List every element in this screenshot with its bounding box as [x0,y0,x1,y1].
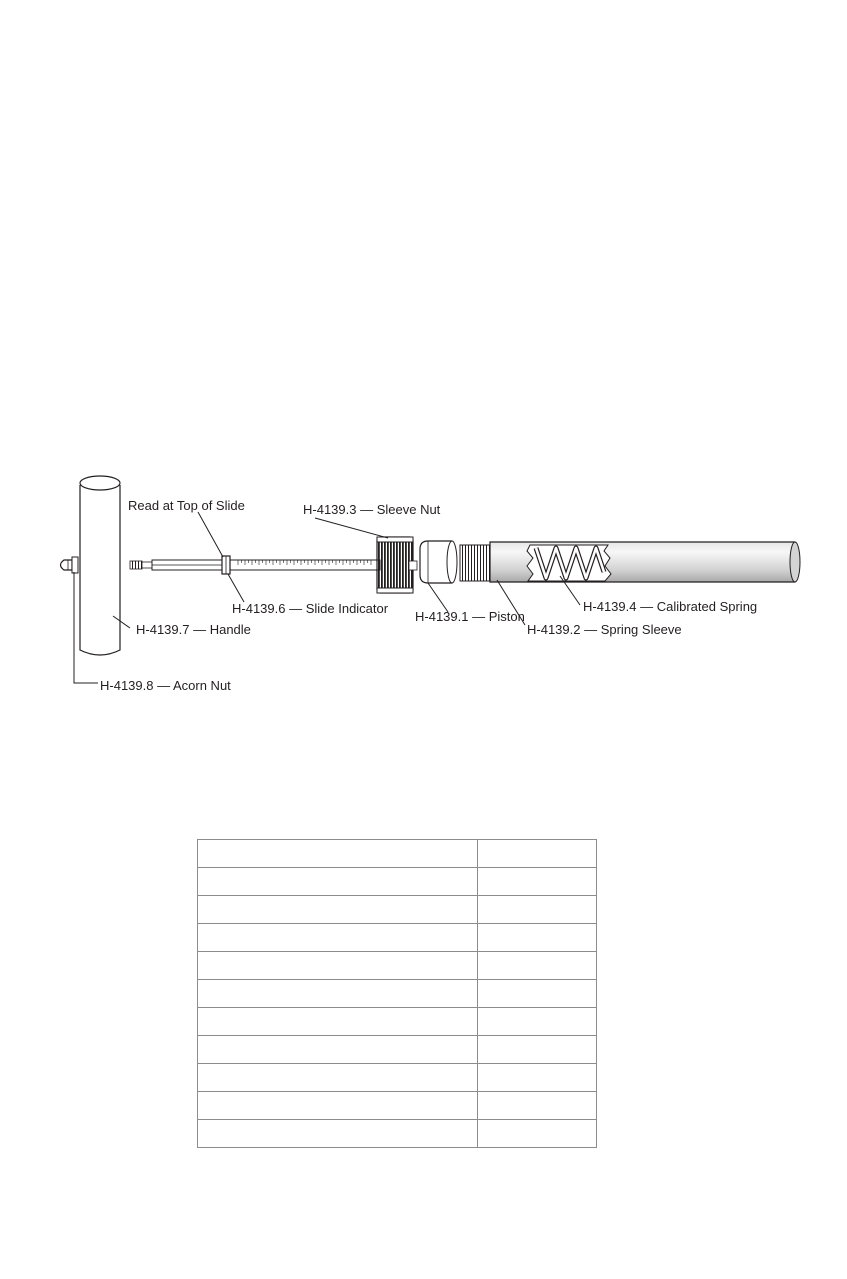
spring-sleeve-threads [460,545,490,581]
table-cell-part [198,896,478,924]
label-spring-sleeve: H-4139.2 — Spring Sleeve [527,622,682,637]
table-cell-value [478,868,597,896]
label-handle: H-4139.7 — Handle [136,622,251,637]
calibrated-spring [527,545,611,581]
table-cell-value [478,924,597,952]
table-cell-part [198,1092,478,1120]
table-row [198,1120,597,1148]
table-row [198,924,597,952]
piston [420,541,457,583]
label-sleeve-nut: H-4139.3 — Sleeve Nut [303,502,441,517]
table-row [198,980,597,1008]
table-cell-part [198,980,478,1008]
label-acorn-nut: H-4139.8 — Acorn Nut [100,678,231,693]
slide-indicator [222,556,230,574]
table-cell-value [478,1064,597,1092]
table-row [198,1008,597,1036]
label-read-at-top: Read at Top of Slide [128,498,245,513]
table-row [198,868,597,896]
table-cell-part [198,952,478,980]
table-row [198,896,597,924]
parts-table-body [198,840,597,1148]
table-cell-value [478,980,597,1008]
label-piston: H-4139.1 — Piston [415,609,525,624]
leader-lines [74,512,580,683]
table-row [198,1064,597,1092]
table-cell-value [478,1120,597,1148]
table-cell-part [198,868,478,896]
table-cell-part [198,1036,478,1064]
label-calibrated-spring: H-4139.4 — Calibrated Spring [583,599,758,614]
table-cell-part [198,1120,478,1148]
table-cell-part [198,840,478,868]
acorn-nut [61,557,79,573]
sleeve-nut [377,537,417,593]
parts-table [197,839,597,1148]
table-cell-part [198,1008,478,1036]
handle [80,476,120,655]
table-cell-part [198,924,478,952]
table-row [198,840,597,868]
table-cell-value [478,1036,597,1064]
table-cell-value [478,952,597,980]
table-cell-value [478,1008,597,1036]
label-slide-indicator: H-4139.6 — Slide Indicator [232,601,389,616]
table-row [198,1092,597,1120]
shaft-threaded-end [130,561,152,569]
table-row [198,1036,597,1064]
table-cell-value [478,896,597,924]
table-cell-value [478,840,597,868]
table-cell-part [198,1064,478,1092]
table-row [198,952,597,980]
table-cell-value [478,1092,597,1120]
